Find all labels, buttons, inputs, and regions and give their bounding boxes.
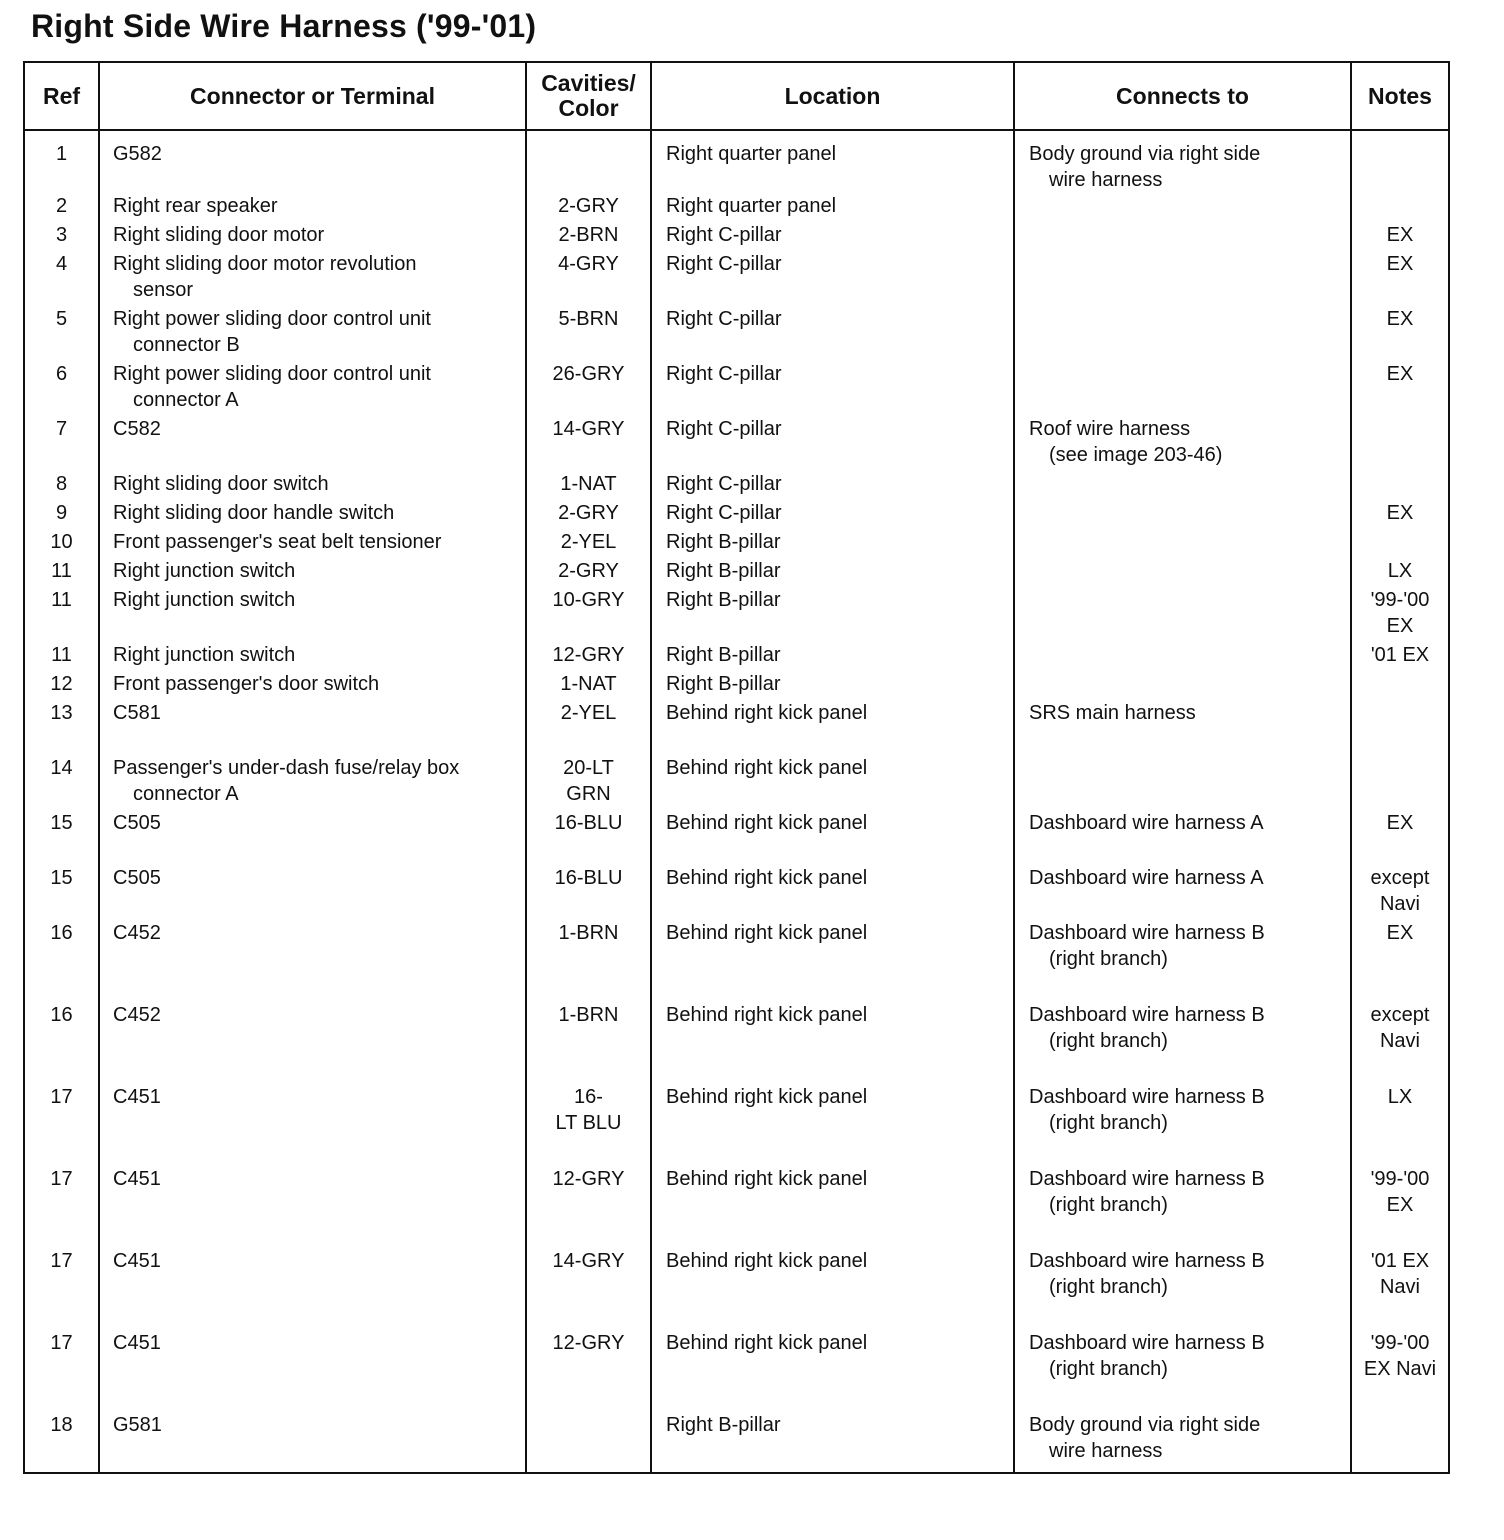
table-row bbox=[25, 529, 1448, 558]
cell-connector bbox=[99, 1084, 526, 1166]
cell-connector bbox=[99, 865, 526, 920]
cell-cavities-line: 12-GRY bbox=[552, 644, 625, 666]
cell-connects-to bbox=[1014, 130, 1351, 193]
cell-ref: 15 bbox=[50, 812, 73, 834]
cell-location: Behind right kick panel bbox=[651, 1248, 1014, 1330]
cell-notes bbox=[1351, 306, 1448, 361]
header-location: Location bbox=[651, 63, 1014, 130]
cell-location: Right B-pillar bbox=[651, 587, 1014, 642]
cell-connects-to-line: SRS main harness bbox=[1029, 702, 1196, 724]
cell-notes bbox=[1351, 222, 1448, 251]
cell-notes-line: LX bbox=[1387, 560, 1413, 582]
table-body bbox=[25, 130, 1448, 1472]
cell-connects-to bbox=[1014, 500, 1351, 529]
cell-connects-to bbox=[1014, 251, 1351, 306]
cell-connects-to bbox=[1014, 1002, 1351, 1084]
cell-ref: 11 bbox=[51, 560, 72, 582]
cell-connector bbox=[99, 529, 526, 558]
cell-ref: 4 bbox=[55, 253, 68, 275]
cell-cavities-line: 16-BLU bbox=[554, 812, 623, 834]
cell-ref: 11 bbox=[51, 589, 72, 611]
cell-connector-line: C451 bbox=[113, 1168, 161, 1190]
cell-connector-line: C451 bbox=[113, 1086, 161, 1108]
cell-connector-line: connector B bbox=[133, 334, 240, 356]
header-cavities-line2: Color bbox=[558, 95, 619, 121]
table-row bbox=[25, 920, 1448, 1002]
cell-connector-line: Right sliding door motor bbox=[113, 224, 325, 246]
cell-location: Behind right kick panel bbox=[651, 865, 1014, 920]
table-row bbox=[25, 700, 1448, 755]
table-row bbox=[25, 222, 1448, 251]
table-row bbox=[25, 416, 1448, 471]
cell-connects-to-line: Dashboard wire harness B bbox=[1029, 1086, 1265, 1108]
cell-connects-to bbox=[1014, 587, 1351, 642]
cell-connector bbox=[99, 1412, 526, 1472]
cell-notes bbox=[1351, 810, 1448, 865]
table-row bbox=[25, 671, 1448, 700]
cell-location: Behind right kick panel bbox=[651, 1084, 1014, 1166]
cell-notes bbox=[1351, 416, 1448, 471]
cell-connects-to-line: Dashboard wire harness B bbox=[1029, 1250, 1265, 1272]
cell-connects-to-line: Dashboard wire harness A bbox=[1029, 812, 1264, 834]
cell-cavities bbox=[526, 471, 651, 500]
cell-notes bbox=[1351, 1248, 1448, 1330]
cell-ref: 7 bbox=[55, 418, 68, 440]
cell-connects-to-line: Dashboard wire harness B bbox=[1029, 922, 1265, 944]
cell-cavities bbox=[526, 1002, 651, 1084]
cell-connector-line: connector A bbox=[133, 389, 239, 411]
cell-notes bbox=[1351, 587, 1448, 642]
cell-notes-line: '99-'00 bbox=[1370, 1168, 1430, 1190]
cell-ref: 18 bbox=[50, 1414, 73, 1436]
cell-notes-line: except bbox=[1370, 867, 1430, 889]
cell-notes-line: EX bbox=[1386, 502, 1414, 524]
cell-ref: 11 bbox=[51, 644, 72, 666]
cell-notes bbox=[1351, 361, 1448, 416]
cell-notes bbox=[1351, 471, 1448, 500]
cell-connector-line: G582 bbox=[113, 143, 162, 165]
cell-connects-to-line: (right branch) bbox=[1049, 1112, 1168, 1134]
cell-connector-line: Right junction switch bbox=[113, 644, 296, 666]
cell-notes bbox=[1351, 671, 1448, 700]
cell-notes bbox=[1351, 558, 1448, 587]
cell-connects-to-line: Roof wire harness bbox=[1029, 418, 1191, 440]
cell-location: Behind right kick panel bbox=[651, 920, 1014, 1002]
cell-cavities-line: 2-YEL bbox=[560, 702, 617, 724]
cell-connector-line: Front passenger's seat belt tensioner bbox=[113, 531, 442, 553]
cell-cavities-line: 2-GRY bbox=[558, 502, 619, 524]
cell-location: Behind right kick panel bbox=[651, 1166, 1014, 1248]
cell-connects-to-line: (see image 203-46) bbox=[1049, 444, 1223, 466]
cell-cavities-line: 16- bbox=[574, 1086, 603, 1108]
cell-connects-to bbox=[1014, 306, 1351, 361]
cell-cavities bbox=[526, 361, 651, 416]
cell-connector-line: Right power sliding door control unit bbox=[113, 308, 431, 330]
table-row bbox=[25, 306, 1448, 361]
table-row bbox=[25, 642, 1448, 671]
table-row bbox=[25, 1330, 1448, 1412]
cell-connector bbox=[99, 471, 526, 500]
cell-connects-to bbox=[1014, 193, 1351, 222]
cell-connector bbox=[99, 671, 526, 700]
cell-notes-line: Navi bbox=[1379, 893, 1420, 915]
cell-location: Right B-pillar bbox=[651, 529, 1014, 558]
cell-cavities-line: 12-GRY bbox=[552, 1168, 625, 1190]
cell-ref: 15 bbox=[50, 867, 73, 889]
cell-notes-line: Navi bbox=[1379, 1030, 1420, 1052]
header-cavities bbox=[526, 63, 651, 130]
cell-connects-to bbox=[1014, 755, 1351, 810]
cell-connects-to-line: Dashboard wire harness B bbox=[1029, 1004, 1265, 1026]
cell-cavities-line: 1-BRN bbox=[558, 922, 619, 944]
header-connector: Connector or Terminal bbox=[99, 63, 526, 130]
cell-notes bbox=[1351, 251, 1448, 306]
cell-notes-line: EX bbox=[1386, 224, 1414, 246]
table-row bbox=[25, 587, 1448, 642]
cell-connector-line: C582 bbox=[113, 418, 161, 440]
cell-cavities bbox=[526, 1248, 651, 1330]
cell-connector-line: Right junction switch bbox=[113, 589, 296, 611]
cell-notes bbox=[1351, 920, 1448, 1002]
cell-cavities-line: 12-GRY bbox=[552, 1332, 625, 1354]
cell-location: Behind right kick panel bbox=[651, 1330, 1014, 1412]
cell-cavities bbox=[526, 920, 651, 1002]
cell-notes-line: '99-'00 bbox=[1370, 589, 1430, 611]
cell-connects-to bbox=[1014, 865, 1351, 920]
cell-notes bbox=[1351, 500, 1448, 529]
cell-connects-to bbox=[1014, 671, 1351, 700]
cell-notes bbox=[1351, 1002, 1448, 1084]
cell-connector bbox=[99, 755, 526, 810]
cell-ref: 2 bbox=[55, 195, 68, 217]
cell-ref: 1 bbox=[55, 143, 68, 165]
cell-location: Right C-pillar bbox=[651, 416, 1014, 471]
cell-location: Right C-pillar bbox=[651, 306, 1014, 361]
cell-cavities-line: LT BLU bbox=[555, 1112, 622, 1134]
cell-connector bbox=[99, 1248, 526, 1330]
cell-connects-to-line: (right branch) bbox=[1049, 1030, 1168, 1052]
cell-connector-line: Right sliding door handle switch bbox=[113, 502, 395, 524]
cell-cavities-line: 2-GRY bbox=[558, 560, 619, 582]
cell-ref: 16 bbox=[50, 1004, 73, 1026]
cell-connector-line: Right sliding door motor revolution bbox=[113, 253, 417, 275]
cell-notes-line: EX bbox=[1386, 812, 1414, 834]
cell-connector bbox=[99, 500, 526, 529]
cell-connects-to bbox=[1014, 1166, 1351, 1248]
cell-connects-to bbox=[1014, 529, 1351, 558]
cell-connector-line: C451 bbox=[113, 1250, 161, 1272]
cell-ref: 12 bbox=[50, 673, 73, 695]
cell-notes-line: LX bbox=[1387, 1086, 1413, 1108]
cell-cavities bbox=[526, 500, 651, 529]
cell-ref: 3 bbox=[55, 224, 68, 246]
cell-connector bbox=[99, 810, 526, 865]
cell-location: Right B-pillar bbox=[651, 642, 1014, 671]
cell-connector bbox=[99, 642, 526, 671]
table-row bbox=[25, 361, 1448, 416]
cell-connects-to bbox=[1014, 1412, 1351, 1472]
cell-notes bbox=[1351, 700, 1448, 755]
cell-cavities bbox=[526, 642, 651, 671]
cell-cavities bbox=[526, 416, 651, 471]
cell-cavities bbox=[526, 558, 651, 587]
cell-cavities-line: 20-LT bbox=[563, 757, 614, 779]
cell-connector bbox=[99, 1330, 526, 1412]
page-title: Right Side Wire Harness ('99-'01) bbox=[31, 8, 537, 44]
cell-connects-to-line: Dashboard wire harness B bbox=[1029, 1332, 1265, 1354]
cell-location: Behind right kick panel bbox=[651, 1002, 1014, 1084]
cell-connector bbox=[99, 222, 526, 251]
header-connects-to: Connects to bbox=[1014, 63, 1351, 130]
cell-connects-to-line: wire harness bbox=[1049, 169, 1163, 191]
cell-location: Right C-pillar bbox=[651, 471, 1014, 500]
cell-connector-line: connector A bbox=[133, 783, 239, 805]
cell-connects-to bbox=[1014, 558, 1351, 587]
cell-cavities bbox=[526, 1412, 651, 1472]
cell-notes-line: Navi bbox=[1379, 1276, 1420, 1298]
cell-location: Behind right kick panel bbox=[651, 700, 1014, 755]
cell-cavities bbox=[526, 865, 651, 920]
cell-cavities bbox=[526, 1084, 651, 1166]
cell-cavities bbox=[526, 700, 651, 755]
cell-connector-line: Right junction switch bbox=[113, 560, 296, 582]
cell-ref: 6 bbox=[55, 363, 68, 385]
cell-connector bbox=[99, 587, 526, 642]
cell-location: Right C-pillar bbox=[651, 222, 1014, 251]
cell-ref: 17 bbox=[50, 1168, 73, 1190]
table-row bbox=[25, 500, 1448, 529]
cell-notes-line: '01 EX bbox=[1370, 1250, 1430, 1272]
cell-connects-to bbox=[1014, 810, 1351, 865]
cell-connects-to bbox=[1014, 642, 1351, 671]
cell-connector-line: C505 bbox=[113, 867, 161, 889]
cell-notes bbox=[1351, 755, 1448, 810]
cell-connects-to bbox=[1014, 1330, 1351, 1412]
cell-location: Right quarter panel bbox=[651, 193, 1014, 222]
table-row bbox=[25, 865, 1448, 920]
cell-cavities bbox=[526, 529, 651, 558]
cell-connector bbox=[99, 558, 526, 587]
cell-connector-line: C452 bbox=[113, 922, 161, 944]
cell-cavities-line: 1-BRN bbox=[558, 1004, 619, 1026]
cell-cavities-line: 10-GRY bbox=[552, 589, 625, 611]
table-row bbox=[25, 193, 1448, 222]
cell-notes-line: '01 EX bbox=[1370, 644, 1430, 666]
cell-notes-line: EX Navi bbox=[1363, 1358, 1437, 1380]
cell-notes-line: '99-'00 bbox=[1370, 1332, 1430, 1354]
table-row bbox=[25, 1084, 1448, 1166]
cell-connects-to bbox=[1014, 416, 1351, 471]
cell-connector bbox=[99, 1002, 526, 1084]
cell-notes bbox=[1351, 1084, 1448, 1166]
cell-cavities-line: 2-YEL bbox=[560, 531, 617, 553]
cell-ref: 17 bbox=[50, 1250, 73, 1272]
cell-ref: 10 bbox=[50, 531, 73, 553]
cell-connector-line: C505 bbox=[113, 812, 161, 834]
cell-connector bbox=[99, 361, 526, 416]
cell-notes-line: EX bbox=[1386, 615, 1414, 637]
cell-ref: 17 bbox=[50, 1086, 73, 1108]
cell-connects-to-line: Body ground via right side bbox=[1029, 143, 1261, 165]
cell-connects-to bbox=[1014, 1084, 1351, 1166]
cell-cavities bbox=[526, 810, 651, 865]
cell-connects-to bbox=[1014, 361, 1351, 416]
cell-cavities bbox=[526, 1330, 651, 1412]
table-row bbox=[25, 251, 1448, 306]
cell-connects-to-line: (right branch) bbox=[1049, 1194, 1168, 1216]
header-notes: Notes bbox=[1351, 63, 1448, 130]
cell-location: Right B-pillar bbox=[651, 1412, 1014, 1472]
cell-cavities-line: 5-BRN bbox=[558, 308, 619, 330]
cell-connects-to-line: Dashboard wire harness A bbox=[1029, 867, 1264, 889]
cell-ref: 16 bbox=[50, 922, 73, 944]
cell-connects-to bbox=[1014, 222, 1351, 251]
harness-table bbox=[25, 63, 1448, 1472]
cell-notes bbox=[1351, 642, 1448, 671]
cell-notes-line: EX bbox=[1386, 308, 1414, 330]
cell-location: Behind right kick panel bbox=[651, 755, 1014, 810]
cell-connector bbox=[99, 920, 526, 1002]
table-row bbox=[25, 755, 1448, 810]
table-row bbox=[25, 130, 1448, 193]
cell-notes bbox=[1351, 1412, 1448, 1472]
cell-connector-line: Right power sliding door control unit bbox=[113, 363, 431, 385]
cell-notes bbox=[1351, 130, 1448, 193]
cell-cavities bbox=[526, 306, 651, 361]
cell-notes bbox=[1351, 1330, 1448, 1412]
cell-connects-to bbox=[1014, 920, 1351, 1002]
cell-connector bbox=[99, 130, 526, 193]
cell-connects-to-line: (right branch) bbox=[1049, 1276, 1168, 1298]
cell-ref: 17 bbox=[50, 1332, 73, 1354]
cell-notes bbox=[1351, 1166, 1448, 1248]
cell-connects-to-line: wire harness bbox=[1049, 1440, 1163, 1462]
cell-notes bbox=[1351, 529, 1448, 558]
cell-connector bbox=[99, 251, 526, 306]
table-row bbox=[25, 810, 1448, 865]
cell-connects-to bbox=[1014, 471, 1351, 500]
cell-location: Right B-pillar bbox=[651, 558, 1014, 587]
cell-location: Right quarter panel bbox=[651, 130, 1014, 193]
table-row bbox=[25, 1166, 1448, 1248]
cell-notes-line: EX bbox=[1386, 922, 1414, 944]
cell-cavities-line: GRN bbox=[566, 783, 611, 805]
cell-connects-to-line: (right branch) bbox=[1049, 1358, 1168, 1380]
cell-ref: 14 bbox=[50, 757, 73, 779]
cell-cavities bbox=[526, 587, 651, 642]
cell-connector bbox=[99, 700, 526, 755]
cell-connector-line: G581 bbox=[113, 1414, 162, 1436]
cell-cavities-line: 1-NAT bbox=[560, 673, 617, 695]
cell-location: Right C-pillar bbox=[651, 361, 1014, 416]
cell-location: Right C-pillar bbox=[651, 251, 1014, 306]
cell-cavities bbox=[526, 130, 651, 193]
cell-location: Right B-pillar bbox=[651, 671, 1014, 700]
cell-cavities-line: 2-GRY bbox=[558, 195, 619, 217]
cell-cavities-line: 26-GRY bbox=[552, 363, 625, 385]
cell-cavities-line: 1-NAT bbox=[560, 473, 617, 495]
cell-notes bbox=[1351, 865, 1448, 920]
cell-connector bbox=[99, 416, 526, 471]
table-row bbox=[25, 1412, 1448, 1472]
cell-notes-line: EX bbox=[1386, 253, 1414, 275]
cell-cavities-line: 16-BLU bbox=[554, 867, 623, 889]
cell-connector-line: C451 bbox=[113, 1332, 161, 1354]
cell-connector-line: C581 bbox=[113, 702, 161, 724]
cell-connector-line: Passenger's under-dash fuse/relay box bbox=[113, 757, 460, 779]
cell-connects-to-line: (right branch) bbox=[1049, 948, 1168, 970]
cell-notes-line: except bbox=[1370, 1004, 1430, 1026]
harness-table-frame bbox=[23, 61, 1450, 1474]
cell-cavities bbox=[526, 222, 651, 251]
cell-ref: 13 bbox=[50, 702, 73, 724]
cell-cavities bbox=[526, 1166, 651, 1248]
cell-connector-line: sensor bbox=[133, 279, 194, 301]
cell-connects-to bbox=[1014, 700, 1351, 755]
cell-cavities bbox=[526, 755, 651, 810]
cell-connector bbox=[99, 1166, 526, 1248]
cell-location: Right C-pillar bbox=[651, 500, 1014, 529]
cell-cavities bbox=[526, 193, 651, 222]
cell-connects-to-line: Dashboard wire harness B bbox=[1029, 1168, 1265, 1190]
cell-ref: 5 bbox=[55, 308, 68, 330]
table-row bbox=[25, 1248, 1448, 1330]
table-row bbox=[25, 558, 1448, 587]
table-row bbox=[25, 471, 1448, 500]
cell-location: Behind right kick panel bbox=[651, 810, 1014, 865]
cell-connector bbox=[99, 306, 526, 361]
header-ref: Ref bbox=[25, 63, 99, 130]
header-cavities-line1: Cavities/ bbox=[541, 70, 636, 96]
cell-cavities bbox=[526, 251, 651, 306]
cell-connects-to-line: Body ground via right side bbox=[1029, 1414, 1261, 1436]
table-row bbox=[25, 1002, 1448, 1084]
cell-connector-line: C452 bbox=[113, 1004, 161, 1026]
cell-connector bbox=[99, 193, 526, 222]
cell-connector-line: Right sliding door switch bbox=[113, 473, 329, 495]
cell-cavities bbox=[526, 671, 651, 700]
cell-ref: 9 bbox=[55, 502, 68, 524]
cell-connector-line: Right rear speaker bbox=[113, 195, 278, 217]
cell-ref: 8 bbox=[55, 473, 68, 495]
cell-connects-to bbox=[1014, 1248, 1351, 1330]
header-row bbox=[25, 63, 1448, 130]
cell-notes-line: EX bbox=[1386, 363, 1414, 385]
cell-cavities-line: 14-GRY bbox=[552, 1250, 625, 1272]
cell-cavities-line: 4-GRY bbox=[558, 253, 619, 275]
cell-connector-line: Front passenger's door switch bbox=[113, 673, 380, 695]
cell-cavities-line: 14-GRY bbox=[552, 418, 625, 440]
cell-notes-line: EX bbox=[1386, 1194, 1414, 1216]
cell-notes bbox=[1351, 193, 1448, 222]
cell-cavities-line: 2-BRN bbox=[558, 224, 619, 246]
